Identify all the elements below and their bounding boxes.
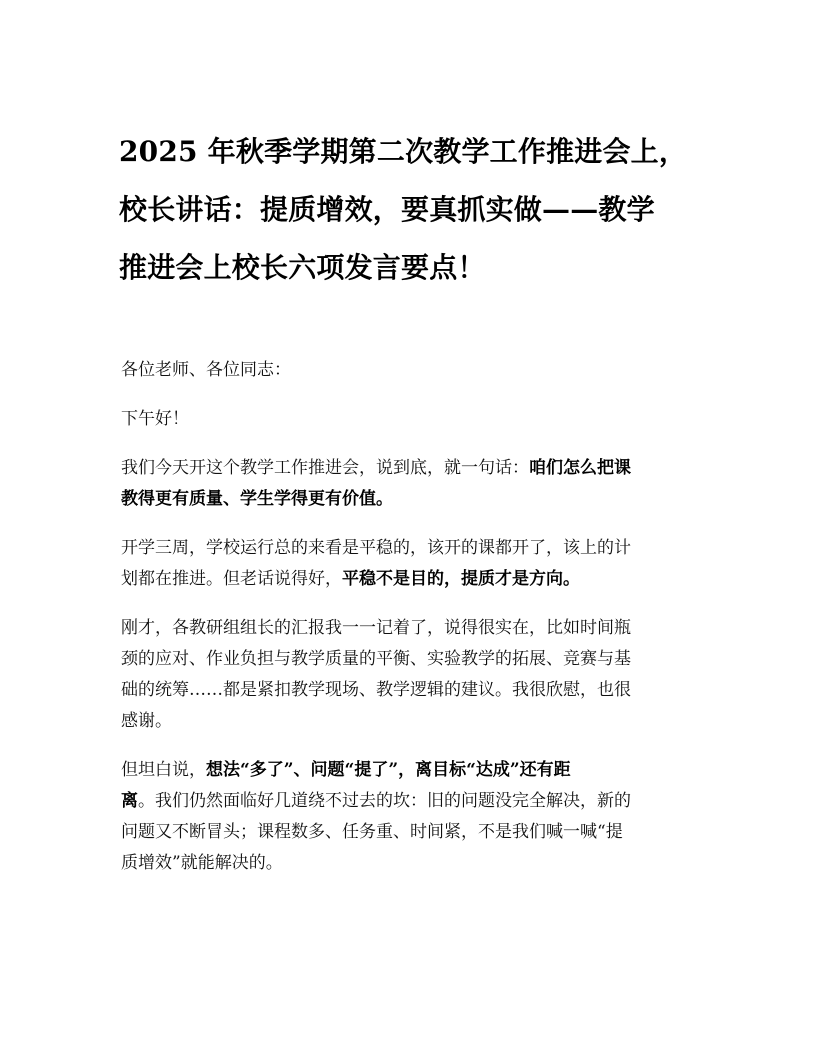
document-body — [121, 355, 701, 897]
salutation — [121, 355, 701, 386]
paragraph-3 — [121, 613, 701, 737]
title-line-2: 校长讲话：提质增效，要真抓实做——教学 — [119, 193, 655, 226]
paragraph-line — [121, 564, 701, 595]
title-line-1: 2025 年秋季学期第二次教学工作推进会上， — [119, 135, 688, 168]
paragraph-text: 。我们仍然面临好几道绕不过去的坎：旧的问题没完全解决，新的 — [138, 791, 631, 811]
bold-text: 平稳不是目的，提质才是方向。 — [342, 569, 580, 589]
paragraph-line: 质增效”就能解决的。 — [121, 853, 283, 873]
title-line-3: 推进会上校长六项发言要点！ — [119, 251, 486, 284]
bold-text: 想法“多了”、问题“提了”，离目标“达成”还有距 — [206, 760, 571, 780]
paragraph-line — [121, 755, 701, 786]
salutation-text: 各位老师、各位同志： — [121, 360, 291, 380]
bold-text: 教得更有质量、学生学得更有价值。 — [121, 489, 393, 509]
greeting-text: 下午好！ — [121, 409, 189, 429]
paragraph-line: 颈的应对、作业负担与教学质量的平衡、实验教学的拓展、竞赛与基 — [121, 649, 631, 669]
paragraph-line: 础的统筹……都是紧扣教学现场、教学逻辑的建议。我很欣慰，也很 — [121, 680, 631, 700]
paragraph-4 — [121, 755, 701, 879]
paragraph-2 — [121, 533, 701, 595]
paragraph-line: 感谢。 — [121, 711, 172, 731]
paragraph-1 — [121, 453, 701, 515]
bold-text: 离 — [121, 791, 138, 811]
bold-text: 咱们怎么把课 — [529, 458, 631, 478]
greeting — [121, 404, 701, 435]
paragraph-line: 开学三周，学校运行总的来看是平稳的，该开的课都开了，该上的计 — [121, 538, 631, 558]
paragraph-text: 但坦白说， — [121, 760, 206, 780]
paragraph-line — [121, 453, 701, 484]
paragraph-text: 我们今天开这个教学工作推进会，说到底，就一句话： — [121, 458, 529, 478]
paragraph-text: 划都在推进。但老话说得好， — [121, 569, 342, 589]
paragraph-line — [121, 786, 701, 817]
paragraph-line: 问题又不断冒头；课程数多、任务重、时间紧，不是我们喊一喊“提 — [121, 822, 623, 842]
document-title — [119, 123, 699, 297]
paragraph-line: 刚才，各教研组组长的汇报我一一记着了，说得很实在，比如时间瓶 — [121, 618, 631, 638]
